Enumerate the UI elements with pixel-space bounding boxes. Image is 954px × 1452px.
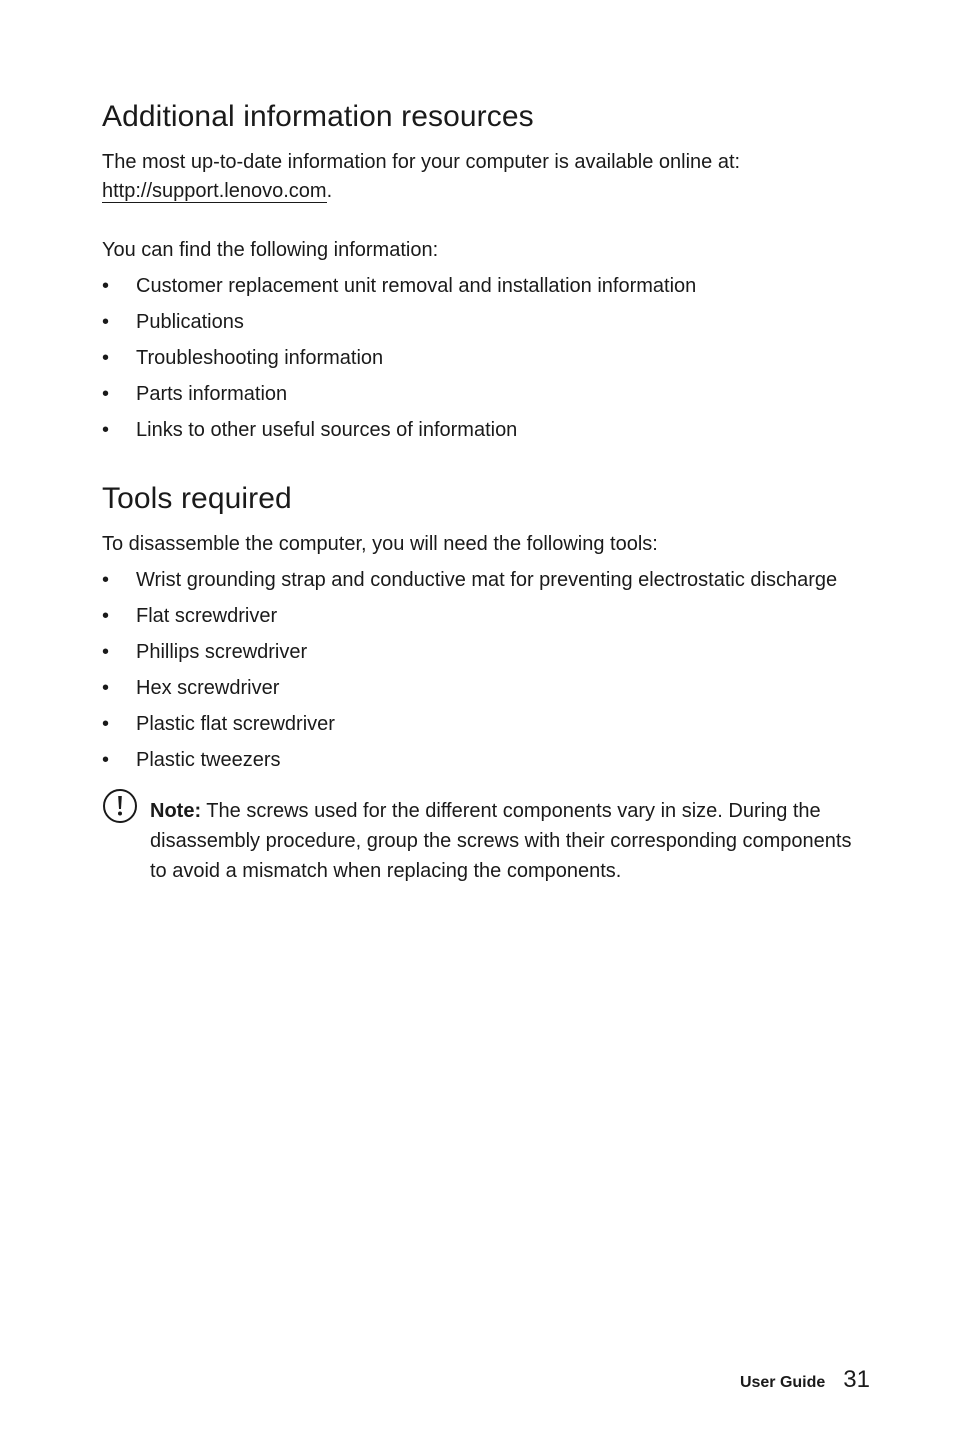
list-item: [102, 340, 696, 376]
support-paragraph: [102, 148, 862, 206]
footer-label: User Guide: [739, 1374, 826, 1391]
section-title-tools-required: Tools required: [102, 482, 292, 515]
list-item-text: Links to other useful sources of information: [136, 419, 518, 441]
note-text: [150, 796, 862, 886]
bullet-icon: •: [102, 641, 110, 663]
list-item: [102, 562, 837, 598]
list-item: [102, 598, 837, 634]
tools-intro: To disassemble the computer, you will need the following tools:: [102, 533, 658, 555]
bullet-icon: •: [102, 713, 110, 735]
note-body: The screws used for the different components vary in size. During the disassembly procedure, group the screws with their corresponding components to avoid a mismatch when replacing the components.: [150, 800, 852, 882]
list-item-text: Plastic flat screwdriver: [136, 713, 335, 735]
page-footer: [740, 1366, 870, 1394]
support-intro-text: The most up-to-date information for your computer is available online at:: [102, 151, 741, 173]
bullet-icon: •: [102, 569, 110, 591]
support-link[interactable]: http://support.lenovo.com: [102, 180, 327, 202]
bullet-icon: •: [102, 275, 110, 297]
list-item-text: Plastic tweezers: [136, 749, 281, 771]
list-item-text: Hex screwdriver: [136, 677, 280, 699]
list-item: [102, 412, 696, 448]
list-item-text: Parts information: [136, 383, 288, 405]
tools-list: [102, 562, 837, 778]
bullet-icon: •: [102, 419, 110, 441]
bullet-icon: •: [102, 605, 110, 627]
note-label: Note:: [150, 800, 202, 822]
list-item: [102, 268, 696, 304]
list-item: [102, 706, 837, 742]
list-item-text: Phillips screwdriver: [136, 641, 308, 663]
list-item-text: Flat screwdriver: [136, 605, 278, 627]
bullet-icon: •: [102, 383, 110, 405]
list-item-text: Customer replacement unit removal and installation information: [136, 275, 697, 297]
information-list: [102, 268, 696, 448]
list-item: [102, 304, 696, 340]
list-item-text: Publications: [136, 311, 244, 333]
list-item: [102, 376, 696, 412]
list-item: [102, 742, 837, 778]
page-number: 31: [843, 1366, 870, 1393]
list-item: [102, 634, 837, 670]
bullet-icon: •: [102, 347, 110, 369]
bullet-icon: •: [102, 311, 110, 333]
list-item-text: Wrist grounding strap and conductive mat for preventing electrostatic discharge: [136, 569, 838, 591]
exclamation-circle-icon: [102, 788, 138, 824]
list-item: [102, 670, 837, 706]
bullet-icon: •: [102, 749, 110, 771]
section-title-additional-information: Additional information resources: [102, 100, 534, 133]
list-item-text: Troubleshooting information: [136, 347, 384, 369]
bullet-icon: •: [102, 677, 110, 699]
info-list-intro: You can find the following information:: [102, 239, 439, 261]
support-link-suffix: .: [326, 180, 333, 202]
